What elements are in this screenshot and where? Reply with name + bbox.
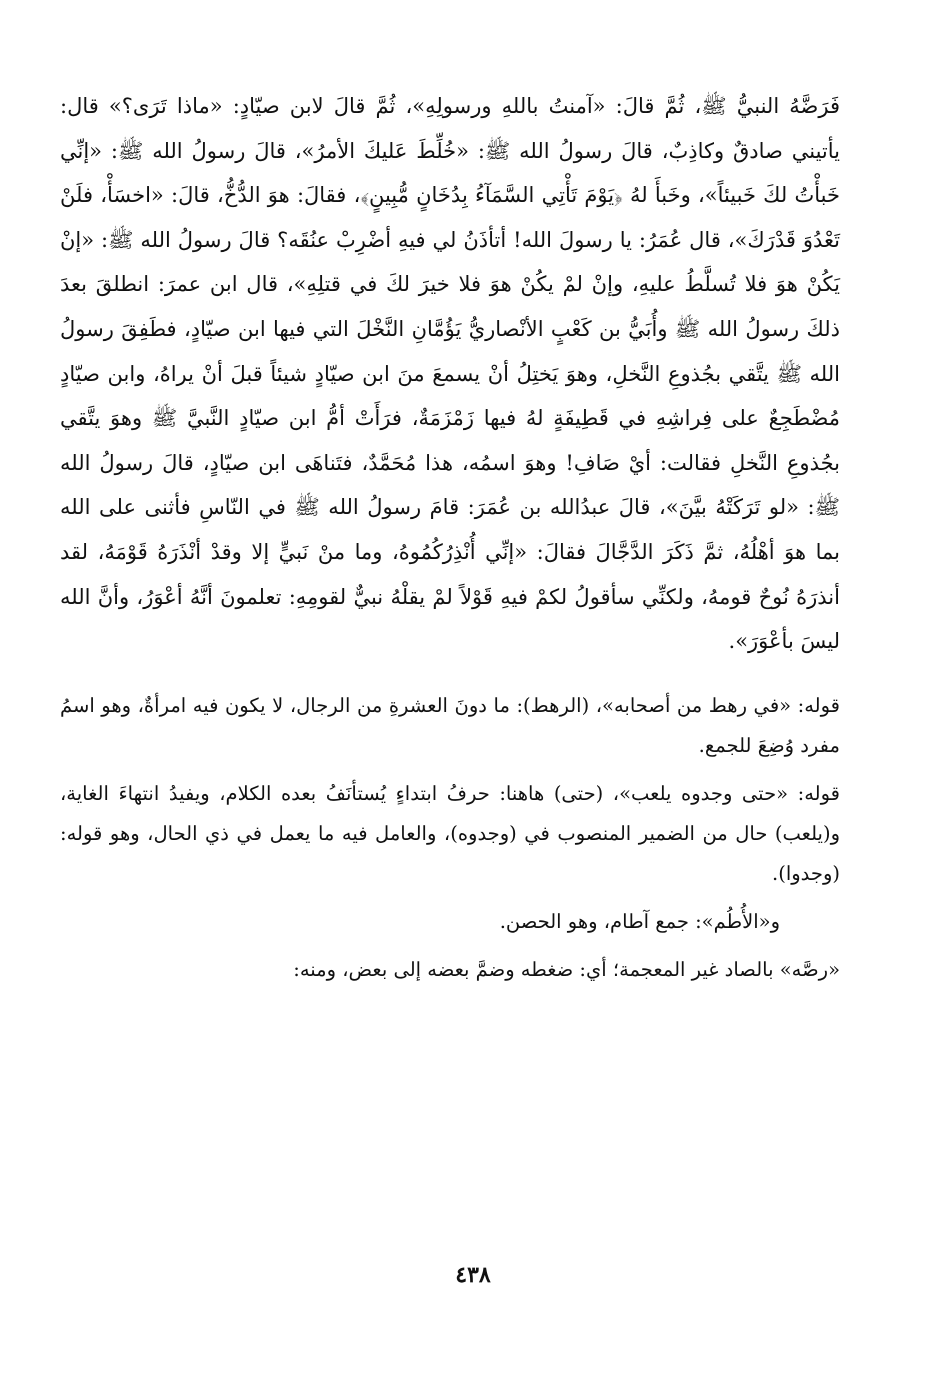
note-rahṭ: قوله: «في رهط من أصحابه»، (الرهط): ما دونَ العشرةِ من الرجال، لا يكون فيه امرأةٌ، وهو اسمُ مفرد وُضِعَ للجمع. [60, 693, 840, 757]
page-number: ٤٣٨ [455, 1262, 491, 1288]
main-paragraph: فَرَضَّهُ النبيُّ ﷺ، ثُمَّ قالَ: «آمنتُ باللهِ ورسولِهِ»، ثُمَّ قالَ لابن صيّادٍ: «ماذا تَرَى؟» قال: يأتيني صادقٌ وكاذِبٌ، قالَ رسولُ الله ﷺ: «خُلِّطَ عَليكَ الأمرُ»، قالَ رسولُ الله ﷺ: «إنِّي خَبأْتُ لكَ خَبيئاً»، وخَبأَ لهُ ﴿يَوْمَ تَأْتِي السَّمَآءُ بِدُخَانٍ مُّبِينٍ﴾، فقالَ: هوَ الدُّخُّ، قالَ: «اخسَأْ، فلَنْ تَعْدُوَ قَدْرَكَ»، قال عُمَرُ: يا رسولَ الله! أتأذَنُ لي فيهِ أضْرِبْ عنُقَه؟ قالَ رسولُ الله ﷺ: «إنْ يَكُنْ هوَ فلا تُسلَّطُ عليهِ، وإنْ لمْ يكُنْ هوَ فلا خيرَ لكَ في قتلِهِ»، قال ابن عمرَ: انطلقَ بعدَ ذلكَ رسولُ الله ﷺ وأُبَيُّ بن كَعْبٍ الأنْصاريُّ يَؤُمَّانِ النَّخْلَ التي فيها ابن صيّادٍ، فطَفِقَ رسولُ الله ﷺ يتَّقي بجُذوعِ النَّخلِ، وهوَ يَختِلُ أنْ يسمعَ منَ ابن صيّادٍ شيئاً قبلَ أنْ يراهُ، وابن صيّادٍ مُضْطَجِعٌ على فِراشِهِ في قَطِيفَةٍ لهُ فيها زَمْزَمَةٌ، فرَأَتْ أمُّ ابن صيّادٍ النَّبيَّ ﷺ وهوَ يتَّقي بجُذوعِ النَّخلِ فقالت: أيْ صَافِ! وهوَ اسمُه، هذا مُحَمَّدٌ، فتَناهَى ابن صيّادٍ، قالَ رسولُ الله ﷺ: «لو تَرَكَتْهُ بيَّنَ»، قالَ عبدُالله بن عُمَرَ: قامَ رسولُ الله ﷺ في النّاسِ فأثنى على الله بما هوَ أهْلُهُ، ثمَّ ذَكَرَ الدَّجَّالَ فقالَ: «إنِّي أُنْذِرُكُمُوهُ، وما منْ نَبيٍّ إلا وقدْ أنْذَرَهُ قَوْمَهُ، لقد أنذرَهُ نُوحٌ قومهُ، ولكنِّي سأقولُ لكمْ فيهِ قَوْلاً لمْ يقلْهُ نبيٌّ لقومِهِ: تعلمونَ أنَّهُ أعْوَرُ، وأنَّ الله ليسَ بأعْوَرَ». [60, 94, 840, 654]
page-body [60, 84, 840, 998]
commentary-notes [60, 686, 840, 990]
note-rassahu: «رصَّه» بالصاد غير المعجمة؛ أي: ضغطه وضمَّ بعضه إلى بعض، ومنه: [293, 957, 840, 981]
note-utum: و«الأُطُم»: جمع آطام، وهو الحصن. [499, 909, 780, 933]
main-text-block [60, 84, 840, 664]
note-hatta: قوله: «حتى وجدوه يلعب»، (حتى) هاهنا: حرفُ ابتداءٍ يُستأنَفُ بعده الكلام، ويفيدُ انتهاءَ الغاية، و(يلعب) حال من الضمير المنصوب في (وجدوه)، والعامل فيه ما يعمل في ذي الحال، وهو قوله: (وجدوا). [60, 781, 840, 885]
